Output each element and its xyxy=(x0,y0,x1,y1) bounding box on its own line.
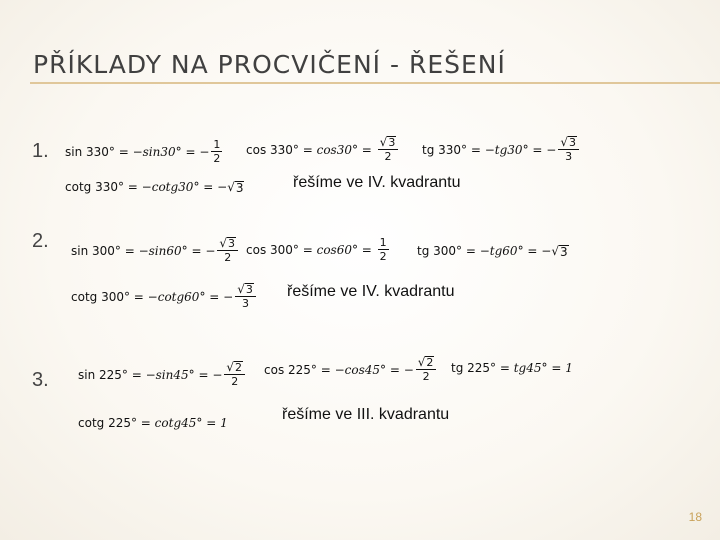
page-number: 18 xyxy=(688,510,702,524)
numerator: 1 xyxy=(379,236,387,249)
radical-sign: √ xyxy=(560,135,568,149)
radical-sign: √ xyxy=(417,355,426,369)
example-3-sin-equation xyxy=(78,361,247,388)
fraction xyxy=(378,136,399,163)
radical-sign: √ xyxy=(226,360,235,374)
fraction xyxy=(416,356,437,383)
fraction xyxy=(224,361,245,388)
square-root xyxy=(380,136,397,149)
cos-value: cos60° = xyxy=(316,242,376,257)
example-1-cotg-equation xyxy=(65,180,244,194)
numerator xyxy=(217,237,238,251)
example-1-quadrant-note: řešíme ve IV. kvadrantu xyxy=(293,174,461,191)
sin-value: −sin45° = − xyxy=(145,367,223,382)
radicand: 2 xyxy=(235,361,243,374)
sin-value: −sin60° = − xyxy=(138,243,216,258)
cos-label: cos 300° = xyxy=(246,242,317,257)
radicand: 3 xyxy=(559,245,568,259)
numerator xyxy=(235,283,256,297)
tg-label: tg 300° = xyxy=(417,244,480,258)
radicand: 3 xyxy=(235,181,244,195)
sin-value: −sin30° = − xyxy=(132,144,210,159)
tg-label: tg 330° = xyxy=(422,142,485,157)
numerator xyxy=(224,361,245,375)
square-root xyxy=(560,136,577,149)
radical-sign: √ xyxy=(227,180,235,194)
example-1-sin-equation xyxy=(65,138,224,165)
example-2-cotg-equation xyxy=(71,283,258,310)
cotg-value: −cotg30° = − xyxy=(141,180,228,194)
example-2-number: 2. xyxy=(32,230,49,252)
denominator: 3 xyxy=(565,150,573,163)
cos-value: cos30° = xyxy=(316,142,376,157)
example-3-quadrant-note: řešíme ve III. kvadrantu xyxy=(282,406,450,423)
fraction xyxy=(378,236,389,263)
cos-label: cos 330° = xyxy=(246,142,317,157)
numerator: 1 xyxy=(213,138,221,151)
radicand: 3 xyxy=(568,136,576,149)
fraction xyxy=(217,237,238,264)
numerator xyxy=(558,136,579,150)
example-1-tg-equation xyxy=(422,136,581,163)
square-root xyxy=(418,356,435,369)
cos-value: −cos45° = − xyxy=(334,362,414,377)
denominator: 3 xyxy=(242,297,250,310)
radicand: 3 xyxy=(388,136,396,149)
denominator: 2 xyxy=(213,152,221,165)
sin-label: sin 225° = xyxy=(78,367,146,382)
numerator xyxy=(378,136,399,150)
example-3-tg-equation xyxy=(451,361,573,375)
example-3-cos-equation xyxy=(264,356,438,383)
example-2-quadrant-note: řešíme ve IV. kvadrantu xyxy=(287,283,455,300)
radical-sign: √ xyxy=(379,135,388,149)
denominator: 2 xyxy=(422,370,430,383)
denominator: 2 xyxy=(384,150,392,163)
example-1-cos-equation xyxy=(246,136,400,163)
tg-label: tg 225° = xyxy=(451,361,514,375)
tg-value: tg45° = 1 xyxy=(513,361,573,375)
example-2-cos-equation xyxy=(246,236,391,263)
fraction xyxy=(211,138,222,165)
sin-label: sin 330° = xyxy=(65,144,133,159)
radical-sign: √ xyxy=(219,236,228,250)
example-2-sin-equation xyxy=(71,237,240,264)
example-3-cotg-equation xyxy=(78,416,228,430)
example-2-tg-equation xyxy=(417,244,569,258)
example-1-number: 1. xyxy=(32,140,49,162)
radicand: 2 xyxy=(426,356,434,369)
radicand: 3 xyxy=(228,237,236,250)
fraction xyxy=(235,283,256,310)
example-3-number: 3. xyxy=(32,369,49,391)
radical-sign: √ xyxy=(551,244,559,258)
cotg-value: −cotg60° = − xyxy=(147,289,234,304)
tg-value: −tg60° = − xyxy=(479,244,552,258)
cotg-label: cotg 225° = xyxy=(78,416,155,430)
denominator: 2 xyxy=(231,375,239,388)
square-root xyxy=(219,237,236,250)
cotg-label: cotg 330° = xyxy=(65,180,142,194)
denominator: 2 xyxy=(379,250,387,263)
cotg-value: cotg45° = 1 xyxy=(154,416,228,430)
slide-title: PŘÍKLADY NA PROCVIČENÍ - ŘEŠENÍ xyxy=(33,50,506,79)
square-root xyxy=(551,244,568,258)
square-root xyxy=(227,180,244,194)
cos-label: cos 225° = xyxy=(264,362,335,377)
title-underline xyxy=(30,82,720,84)
radicand: 3 xyxy=(245,283,253,296)
radical-sign: √ xyxy=(237,282,245,296)
tg-value: −tg30° = − xyxy=(484,142,557,157)
sin-label: sin 300° = xyxy=(71,243,139,258)
denominator: 2 xyxy=(224,251,232,264)
numerator xyxy=(416,356,437,370)
square-root xyxy=(226,361,243,374)
fraction xyxy=(558,136,579,163)
cotg-label: cotg 300° = xyxy=(71,289,148,304)
square-root xyxy=(237,283,254,296)
